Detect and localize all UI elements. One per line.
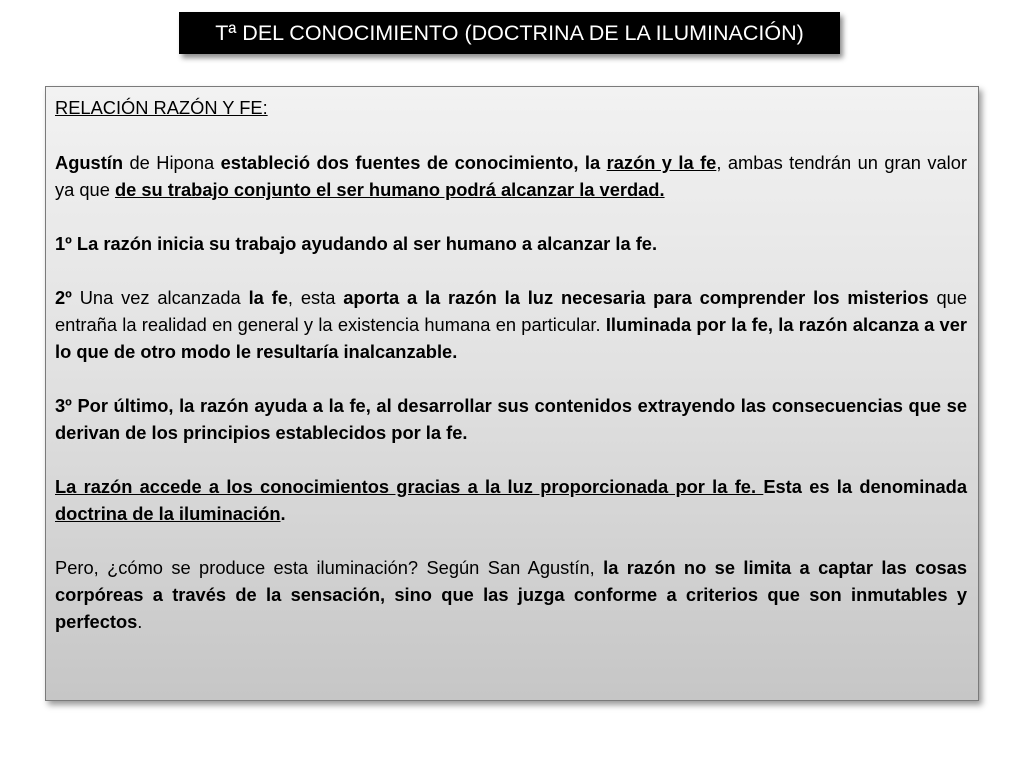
text-span: 3º Por último, la razón ayuda a la fe, al desarrollar sus contenidos extrayendo las consecuencias que se derivan de los principios establecidos por la fe. bbox=[55, 395, 967, 443]
text-span: aporta a la razón la luz necesaria para comprender los misterios bbox=[343, 287, 929, 308]
slide-title-text: Tª DEL CONOCIMIENTO (DOCTRINA DE LA ILUMINACIÓN) bbox=[215, 20, 804, 45]
text-span: la fe bbox=[248, 287, 288, 308]
section-heading bbox=[55, 94, 967, 121]
paragraph-step-2 bbox=[55, 284, 967, 365]
text-span: Una vez alcanzada bbox=[71, 287, 249, 308]
text-span: Agustín bbox=[55, 152, 124, 173]
slide-title bbox=[179, 12, 840, 54]
content-box bbox=[45, 86, 979, 701]
paragraph-doctrine bbox=[55, 473, 967, 527]
text-span: la razón no se limita a captar las cosas corpóreas a través de la sensación, sino que las juzga conforme a criterios que son inmutables y perfectos bbox=[55, 557, 967, 632]
paragraph-question bbox=[55, 554, 967, 635]
text-span: doctrina de la iluminación bbox=[55, 503, 281, 524]
paragraph-step-1 bbox=[55, 230, 967, 257]
text-span: razón y la fe bbox=[606, 152, 717, 173]
text-span: que entraña la realidad en general y la existencia humana en particular. bbox=[55, 287, 967, 335]
text-span: . bbox=[280, 503, 286, 524]
text-span: de Hipona bbox=[123, 152, 221, 173]
paragraph-intro bbox=[55, 149, 967, 203]
text-span: 1º La razón inicia su trabajo ayudando al ser humano a alcanzar la fe. bbox=[55, 233, 658, 254]
text-span: estableció dos fuentes de conocimiento, la bbox=[220, 152, 607, 173]
text-span: Iluminada por la fe, la razón alcanza a ver lo que de otro modo le resultaría inalcanzable. bbox=[55, 314, 967, 362]
paragraph-step-3 bbox=[55, 392, 967, 446]
text-span: 2º bbox=[55, 287, 72, 308]
text-span: , esta bbox=[287, 287, 344, 308]
text-span: La razón accede a los conocimientos gracias a la luz proporcionada por la fe. bbox=[55, 476, 764, 497]
text-span: Esta es la denominada bbox=[763, 476, 967, 497]
section-heading-text: RELACIÓN RAZÓN Y FE: bbox=[55, 97, 268, 118]
text-span: . bbox=[137, 611, 143, 632]
text-span: , ambas tendrán un gran valor ya que bbox=[55, 152, 967, 200]
text-span: de su trabajo conjunto el ser humano podrá alcanzar la verdad. bbox=[114, 179, 665, 200]
text-span: Pero, ¿cómo se produce esta iluminación? Según San Agustín, bbox=[55, 557, 604, 578]
